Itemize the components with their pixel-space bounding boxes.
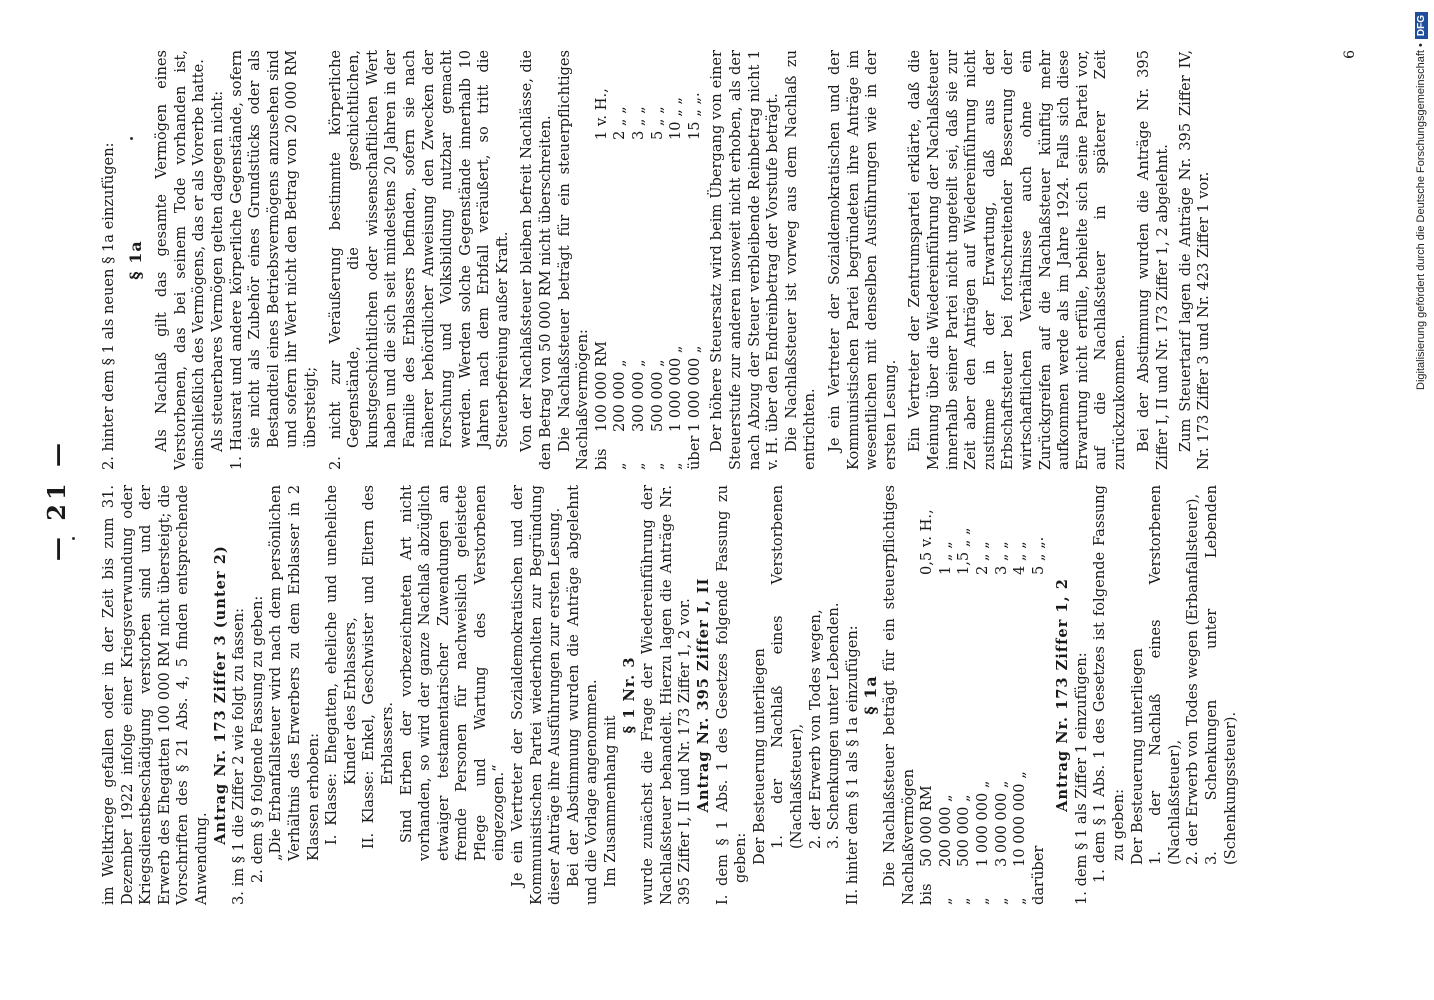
table-cell-amount: 300 000 „ [630,359,648,432]
table-cell-amount: 1 000 000 „ [667,345,685,432]
scan-speck [130,137,133,140]
table-cell-rate: 1,5 „ „ [955,527,973,575]
section-heading: Antrag Nr. 173 Ziffer 3 (unter 2) [211,545,229,845]
table-cell-prefix: „ [973,897,991,905]
table-cell-amount: 200 000 „ [611,359,629,432]
class-item: II. Klasse: Enkel, Geschwister und Eltern des Erblassers. [360,485,396,849]
paragraph: Als steuerbares Vermögen gelten dagegen nicht: [208,90,226,452]
table-cell-prefix: bis [592,448,610,470]
paragraph: Je ein Vertreter der Sozialdemokratischen und der Kommunistischen Partei begründeten ihre Anträge im wesentlichen mit denselben Ausführungen wie in der ersten Lesung. [825,50,899,470]
table-cell-rate: 5 „ „ [648,106,666,140]
table-cell-prefix: „ [667,462,685,470]
list-item: 2. hinter dem § 1 als neuen § 1a einzufügen: [100,142,117,470]
section-heading: Antrag Nr. 395 Ziffer I, II [695,577,712,813]
section-heading: § 1a [861,675,881,715]
list-item: 2. der Erwerb von Todes wegen, [806,609,824,849]
table-cell-amount [1030,579,1049,867]
paragraph: im Weltkriege gefallen oder in der Zeit bis zum 31. Dezember 1922 infolge einer Kriegsverwundung oder Kriegsdienstbeschädigung verstorben sind und der Erwerb des Ehegatten 100 000 RM nicht übersteigt; die Vorschriften des § 21 Abs. 4, 5 finden entsprechende Anwendung. [100,485,210,905]
section-heading: § 1 Nr. 3 [620,656,638,734]
paragraph: Der Besteuerung unterliegen [750,648,768,865]
table-cell-prefix: über [685,435,703,470]
table-cell-amount: 50 000 RM [918,785,936,867]
table-cell-rate: 2 „ „ [611,106,629,140]
tax-rate-table [593,50,705,470]
table-cell-prefix: „ [648,462,666,470]
paragraph: Je ein Vertreter der Sozialdemokratischen und der Kommunistischen Partei wiederholten zur Begründung dieser Anträge ihre Ausführungen zur ersten Lesung. [509,485,564,905]
dfg-logo: DFG [1415,12,1428,39]
paragraph: Bei der Abstimmung wurden die Anträge Nr. 395 Ziffer I, II und Nr. 173 Ziffer 1, 2 abgelehnt. [1135,50,1172,470]
list-item: 3. Schenkungen unter Lebenden. [825,602,843,849]
paragraph: Ein Vertreter der Zentrumspartei erklärte, daß die Meinung über die Wiedereinführung der Nachlaßsteuer innerhalb seiner Partei nicht ungeteilt sei, daß sie zur Zeit aber den Anträgen auf Wiedereinführung nicht zustimme in der Erwartung, daß aus der Erbschaftsteuer bei fortschreitender Besserung der wirtschaftlichen Verhältnisse auch ohne ein Zurückgreifen auf die Nachlaßsteuer künftig mehr aufkommen werde als im Jahre 1924. Falls sich diese Erwartung nicht erfülle, behielte sich seine Partei vor, auf die Nachlaßsteuer in späterer Zeit zurückzukommen. [906,50,1128,470]
tax-rate-table [918,485,1048,905]
sheet-number: 6 [1342,50,1359,59]
paragraph: Zum Steuertarif lagen die Anträge Nr. 395 Ziffer IV, Nr. 173 Ziffer 3 und Nr. 423 Ziffer 1 vor. [1176,50,1213,470]
sidebar-text: Digitalisierung gefördert durch die Deutsche Forschungsgemeinschaft • [1415,43,1427,390]
paragraph: Die Nachlaßsteuer beträgt für ein steuerpflichtiges Nachlaßvermögen: [555,50,592,470]
paragraph: Bei der Abstimmung wurden die Anträge abgelehnt und die Vorlage angenommen. [564,485,601,905]
table-cell-amount: 500 000 „ [955,794,973,867]
table-cell-prefix: „ [630,462,648,470]
paragraph: Der Besteuerung unterliegen [1128,648,1146,865]
table-cell-prefix: „ [936,897,954,905]
quote-paragraph: Sind Erben der vorbezeichneten Art nicht vorhanden, so wird der ganze Nachlaß abzüglich etwaiger testamentarischer Zuwendungen an fremde Personen für nachweislich geleistete Pflege und Wartung des Verstorbenen eingezogen.“ [397,485,508,861]
list-item: 1. dem § 1 als Ziffer 1 einzufügen: [1072,652,1090,905]
paragraph: wurde zunächst die Frage der Wiedereinführung der Nachlaßsteuer behandelt. Hierzu lagen die Anträge Nr. 395 Ziffer I, II und Nr. 173 Ziffer 1, 2 vor. [639,485,694,905]
table-cell-amount: 100 000 RM [592,341,610,432]
list-item: 2. nicht zur Veräußerung bestimmte körperliche Gegenstände, die geschichtlichen, kunstgeschichtlichen oder wissenschaftlichen Wert haben und die sich seit mindestens 20 Jahren in der Familie des Erblassers befinden, sofern sie nach näherer behördlicher Anweisung den Zwecken der Forschung und Volksbildung nutzbar gemacht werden. Werden solche Gegenstände innerhalb 10 Jahren nach dem Erbfall veräußert, so tritt die Steuerbefreiung außer Kraft. [326,50,511,470]
sidebar-caption [1410,0,1432,1000]
list-item: 1. der Nachlaß eines Verstorbenen (Nachlaßsteuer), [1147,485,1183,865]
table-cell-rate: 1 v. H., [592,88,610,140]
table-cell-prefix: bis [918,883,936,905]
table-cell-amount: 1 000 000 „ [685,345,703,432]
table-cell-amount: 200 000 „ [936,794,954,867]
paragraph: Die Nachlaßsteuer ist vorweg aus dem Nachlaß zu entrichten. [782,50,819,470]
right-column [100,50,1359,470]
table-cell-prefix: „ [611,462,629,470]
list-item: 1. dem § 1 Abs. 1 des Gesetzes ist folgende Fassung zu geben: [1091,485,1128,883]
paragraph: Im Zusammenhang mit [602,715,620,887]
list-item: II. hinter dem § 1 als § 1a einzufügen: [843,625,861,905]
table-cell-rate: 10 „ „ [667,97,685,140]
table-cell-rate: 15 „ „. [685,92,703,140]
table-cell-prefix: „ [955,897,973,905]
page-number-header: — 21 — [42,438,71,562]
list-item: I. dem § 1 Abs. 1 des Gesetzes folgende Fassung zu geben: [713,485,750,905]
table-cell-rate: 1 „ „ [936,541,954,575]
table-cell-prefix: „ [992,897,1010,905]
section-heading: Antrag Nr. 173 Ziffer 1, 2 [1054,578,1072,812]
scan-speck [72,537,75,540]
paragraph: Der höhere Steuersatz wird beim Übergang von einer Steuerstufe zur anderen insoweit nicht erhoben, als der nach Abzug der Steuer verbleibende Reinbetrag nicht 1 v. H. über den Endreinbetrag der Vorstufe beträgt. [708,50,782,470]
table-cell-prefix: „ [1011,897,1029,905]
table-cell-rate: 2 „ „ [973,541,991,575]
list-item: 1. Hausrat und andere körperliche Gegenstände, sofern sie nicht als Zubehör eines Grundstücks oder als Bestandteil eines Betriebsvermögens anzusehen sind und sofern ihr Wert nicht den Betrag von 20 000 RM übersteigt; [227,50,319,470]
table-cell-amount: 1 000 000 „ [973,780,991,867]
table-cell-amount: 10 000 000 „ [1011,771,1029,867]
paragraph: Die Nachlaßsteuer beträgt für ein steuerpflichtiges Nachlaßvermögen [880,485,917,905]
table-cell-prefix: darüber [1029,845,1047,905]
list-item: 2. der Erwerb von Todes wegen (Erbanfallsteuer), [1184,493,1202,865]
quote-paragraph: „Die Erbanfallsteuer wird nach dem persönlichen Verhältnis des Erwerbers zu dem Erblasser in 2 Klassen erhoben: [267,485,322,861]
paragraph: Von der Nachlaßsteuer bleiben befreit Nachlässe, die den Betrag von 50 000 RM nicht überschreiten. [518,50,555,470]
class-item: I. Klasse: Ehegatten, eheliche und uneheliche Kinder des Erblassers, [323,485,359,845]
table-cell-rate: 5 „ „. [1029,536,1047,575]
table-cell-amount: 3 000 000 „ [992,780,1010,867]
table-cell-amount: 500 000 „ [648,359,666,432]
section-heading: § 1a [125,240,145,280]
list-item: 3. Schenkungen unter Lebenden (Schenkungssteuer). [1203,485,1239,865]
left-column [100,485,1354,905]
list-item: 1. der Nachlaß eines Verstorbenen (Nachlaßsteuer), [769,485,805,849]
table-cell-rate: 4 „ „ [1011,541,1029,575]
table-cell-rate: 0,5 v. H., [918,509,936,575]
digitization-sidebar [1410,0,1432,1000]
table-cell-rate: 3 „ „ [630,106,648,140]
list-item: 3. im § 1 die Ziffer 2 wie folgt zu fassen: [230,607,248,905]
list-item: 2. dem § 9 folgende Fassung zu geben: [248,595,266,883]
paragraph: Als Nachlaß gilt das gesamte Vermögen eines Verstorbenen, das bei seinem Tode vorhanden ist, einschließlich des Vermögens, das er als Vorerbe hatte. [153,50,208,470]
table-cell-rate: 3 „ „ [992,541,1010,575]
